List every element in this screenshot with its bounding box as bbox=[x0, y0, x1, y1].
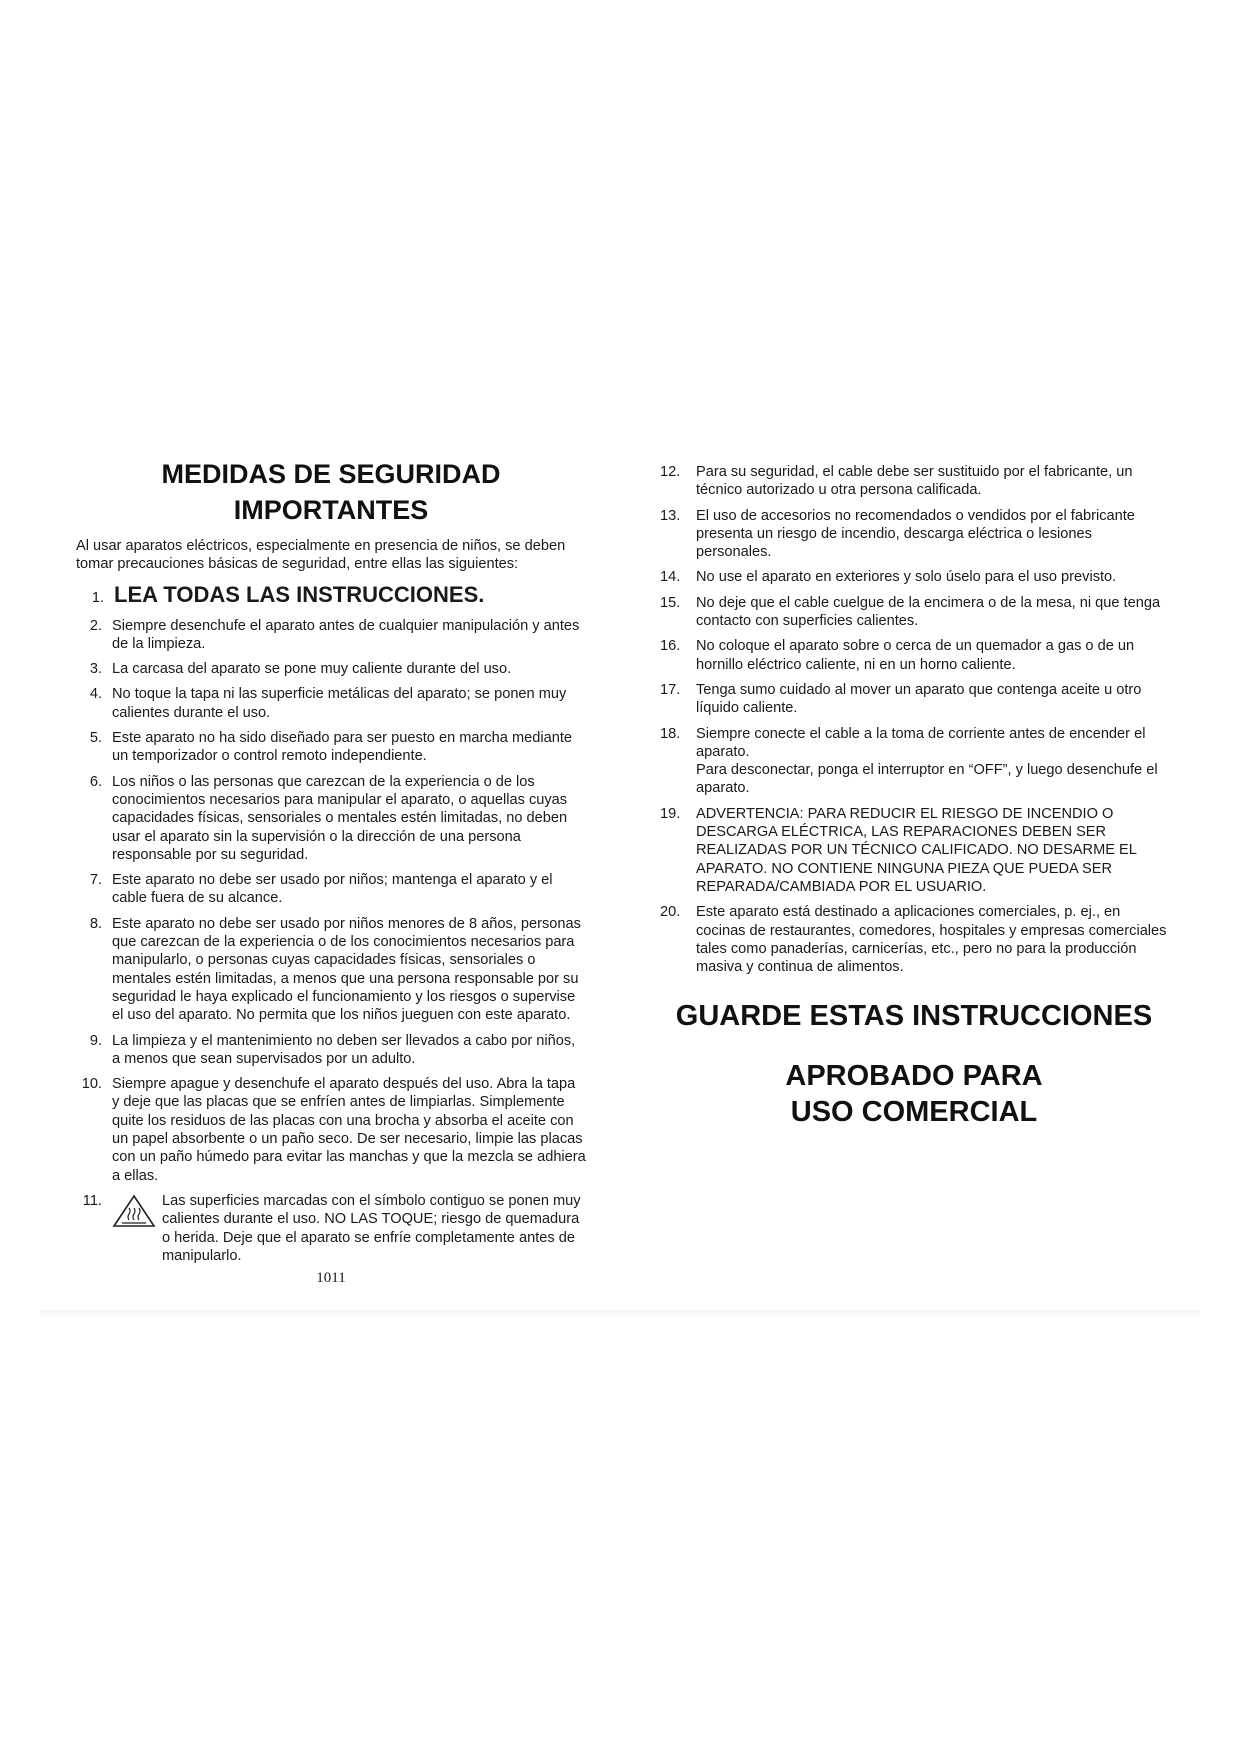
item-text: Siempre apague y desenchufe el aparato después del uso. Abra la tapa y deje que las placas que se enfríen antes de limpiarlas. Simplemente quite los residuos de las placas con una brocha y absorba el aceite con un papel absorbente o un paño seco. De ser necesario, limpie las placas con un paño húmedo para evitar las manchas y que la mezcla se adhiera a ellas. bbox=[112, 1076, 586, 1184]
item-number: 7. bbox=[89, 872, 102, 889]
list-item bbox=[660, 568, 1168, 586]
list-item bbox=[76, 729, 586, 766]
item-number: 10. bbox=[81, 1076, 102, 1093]
list-item bbox=[76, 871, 586, 908]
item-number: 4. bbox=[89, 686, 102, 703]
item-text: Las superficies marcadas con el símbolo contiguo se ponen muy calientes durante el uso. NO LAS TOQUE; riesgo de quemadura o herida. Deje que el aparato se enfríe completamente antes de manipularlo. bbox=[162, 1192, 581, 1264]
item-text: El uso de accesorios no recomendados o vendidos por el fabricante presenta un riesgo de incendio, descarga eléctrica o lesiones personales. bbox=[696, 507, 1135, 561]
list-item bbox=[76, 582, 586, 611]
approved-line-2: USO COMERCIAL bbox=[790, 1096, 1038, 1129]
approved-line-1: APROBADO PARA bbox=[785, 1060, 1043, 1093]
title-line-1: MEDIDAS DE SEGURIDAD bbox=[161, 459, 501, 489]
item-text-block bbox=[688, 725, 1168, 798]
page-number: 1011 bbox=[316, 1270, 346, 1287]
item-number: 18. bbox=[660, 725, 681, 742]
item-number: 20. bbox=[660, 904, 681, 921]
list-item bbox=[76, 660, 586, 678]
warning-item bbox=[112, 1192, 586, 1265]
item-text: Este aparato no debe ser usado por niños; mantenga el aparato y el cable fuera de su alcance. bbox=[112, 872, 553, 907]
item-number: 2. bbox=[89, 617, 102, 634]
item-text: No coloque el aparato sobre o cerca de un quemador a gas o de un hornillo eléctrico caliente, ni en un horno caliente. bbox=[696, 638, 1135, 673]
item-number: 12. bbox=[660, 464, 681, 480]
item-text: Tenga sumo cuidado al mover un aparato que contenga aceite u otro líquido caliente. bbox=[696, 681, 1142, 717]
list-item bbox=[660, 903, 1168, 976]
item-text: No toque la tapa ni las superficie metálicas del aparato; se ponen muy calientes durante el uso. bbox=[112, 686, 567, 721]
left-page bbox=[76, 456, 586, 1287]
item-text: LEA TODAS LAS INSTRUCCIONES. bbox=[114, 581, 485, 607]
safety-title bbox=[76, 456, 586, 528]
item-number: 11. bbox=[82, 1192, 102, 1209]
item-number: 19. bbox=[660, 805, 681, 822]
list-item bbox=[76, 685, 586, 722]
save-instructions-heading: GUARDE ESTAS INSTRUCCIONES bbox=[675, 1000, 1153, 1033]
item-text-continued: Para desconectar, ponga el interruptor en “OFF”, y luego desenchufe el aparato. bbox=[696, 762, 1158, 797]
item-number: 17. bbox=[660, 681, 681, 698]
list-item bbox=[660, 594, 1168, 631]
list-item bbox=[76, 1032, 586, 1069]
item-text: Este aparato no debe ser usado por niños menores de 8 años, personas que carezcan de la experiencia o de los conocimientos necesarios para manipularlo, o personas cuyas capacidades físicas, sensoriales o mentales estén limitadas, a menos que una persona responsable por su seguridad le haya explicado el funcionamiento y los riesgos o supervise el uso del aparato. No permita que los niños jueguen con este aparato. bbox=[112, 915, 581, 1024]
safety-list-right bbox=[660, 463, 1168, 976]
list-item bbox=[660, 805, 1168, 896]
list-item bbox=[660, 637, 1168, 674]
item-text: Siempre desenchufe el aparato antes de cualquier manipulación y antes de la limpieza. bbox=[112, 617, 580, 652]
intro-paragraph: Al usar aparatos eléctricos, especialmente en presencia de niños, se deben tomar precauciones básicas de seguridad, entre ellas las siguientes: bbox=[76, 538, 566, 573]
page-edge-shadow bbox=[40, 1310, 1200, 1318]
item-number: 3. bbox=[89, 661, 102, 678]
list-item bbox=[660, 463, 1168, 500]
item-number: 16. bbox=[660, 638, 681, 655]
item-text: Los niños o las personas que carezcan de la experiencia o de los conocimientos necesarios para manipular el aparato, o aquellas cuyas capacidades físicas, sensoriales o mentales estén limitadas, no deben usar el aparato sin la supervisión o la dirección de una persona responsable por su seguridad. bbox=[112, 773, 568, 863]
item-number: 6. bbox=[89, 773, 102, 790]
list-item bbox=[76, 773, 586, 864]
item-text: La limpieza y el mantenimiento no deben ser llevados a cabo por niños, a menos que sean supervisados por un adulto. bbox=[112, 1032, 576, 1067]
item-number: 5. bbox=[89, 730, 102, 747]
item-text: La carcasa del aparato se pone muy caliente durante del uso. bbox=[112, 661, 512, 678]
list-item bbox=[76, 915, 586, 1025]
list-item bbox=[660, 725, 1168, 798]
item-text: Este aparato no ha sido diseñado para ser puesto en marcha mediante un temporizador o control remoto independiente. bbox=[112, 730, 573, 765]
list-item bbox=[76, 617, 586, 654]
item-text: Este aparato está destinado a aplicaciones comerciales, p. ej., en cocinas de restaurantes, comedores, hospitales y empresas comerciales tales como panaderías, carnicerías, etc., pero no para la producción masiva y continua de alimentos. bbox=[696, 904, 1167, 976]
list-item bbox=[76, 1192, 586, 1265]
item-number: 14. bbox=[660, 569, 681, 586]
item-number: 15. bbox=[660, 594, 681, 611]
item-number: 13. bbox=[660, 507, 681, 524]
item-text: No deje que el cable cuelgue de la encimera o de la mesa, ni que tenga contacto con superficies calientes. bbox=[696, 594, 1161, 630]
item-text: Para su seguridad, el cable debe ser sustituido por el fabricante, un técnico autorizado u otra persona calificada. bbox=[696, 464, 1133, 499]
item-number: 9. bbox=[89, 1032, 102, 1049]
item-text: Siempre conecte el cable a la toma de corriente antes de encender el aparato. bbox=[696, 725, 1146, 760]
approved-commercial-heading bbox=[660, 1058, 1168, 1130]
item-text: No use el aparato en exteriores y solo úselo para el uso previsto. bbox=[696, 569, 1117, 586]
title-line-2: IMPORTANTES bbox=[233, 495, 429, 525]
right-page bbox=[660, 463, 1168, 1155]
item-text: ADVERTENCIA: PARA REDUCIR EL RIESGO DE INCENDIO O DESCARGA ELÉCTRICA, LAS REPARACIONES DEBEN SER REALIZADAS POR UN TÉCNICO CALIFICADO. NO DESARME EL APARATO. NO CONTIENE NINGUNA PIEZA QUE PUEDA SER REPARADA/CAMBIADA POR EL USUARIO. bbox=[696, 805, 1137, 895]
list-item bbox=[660, 681, 1168, 718]
safety-list-left bbox=[76, 582, 586, 1266]
item-number: 8. bbox=[89, 915, 102, 932]
hot-surface-warning-icon bbox=[112, 1194, 156, 1228]
list-item bbox=[76, 1075, 586, 1185]
item-number: 1. bbox=[91, 589, 104, 606]
list-item bbox=[660, 507, 1168, 562]
